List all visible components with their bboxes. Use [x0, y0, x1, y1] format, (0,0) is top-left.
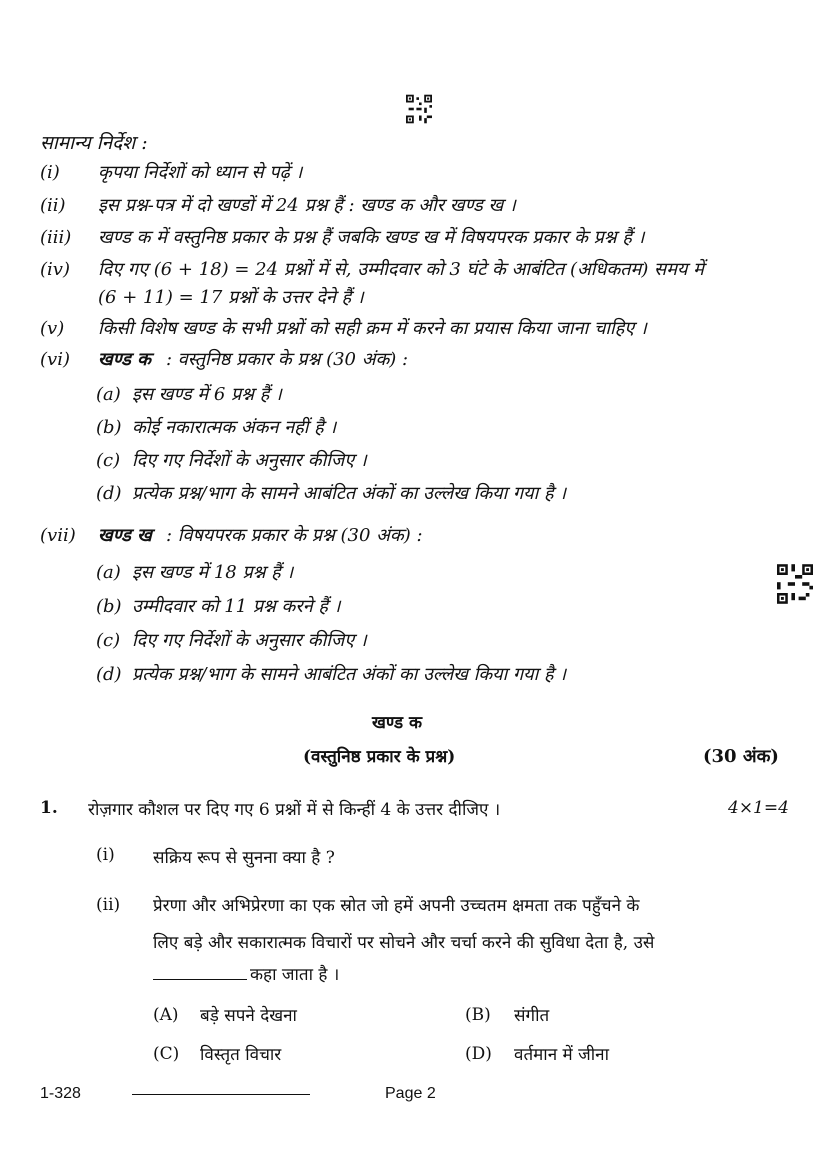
part-text: सक्रिय रूप से सुनना क्या है ?: [153, 848, 335, 868]
item-number: (vi): [40, 349, 70, 370]
item-text: दिए गए (6 + 18) = 24 प्रश्नों में से, उम्मीदवार को 3 घंटे के आबंटित (अधिकतम) समय में: [98, 259, 704, 280]
sub-item-number: (c): [96, 450, 121, 471]
item-number: (iii): [40, 227, 72, 248]
section-subtitle: (वस्तुनिष्ठ प्रकार के प्रश्न): [303, 747, 456, 767]
sub-item-number: (d): [96, 664, 122, 685]
qr-code-icon: [406, 94, 432, 124]
option-text: संगीत: [514, 1006, 550, 1026]
part-text-line: कहा जाता है ।: [250, 965, 340, 985]
item-text: इस प्रश्न-पत्र में दो खण्डों में 24 प्रश्न हैं : खण्ड क और खण्ड ख ।: [98, 195, 516, 216]
section-marks: (30 अंक): [703, 746, 779, 767]
answer-blank: [153, 979, 247, 980]
item-text: कृपया निर्देशों को ध्यान से पढ़ें ।: [98, 162, 303, 183]
item-text: किसी विशेष खण्ड के सभी प्रश्नों को सही क्रम में करने का प्रयास किया जाना चाहिए ।: [98, 318, 647, 339]
sub-item-text: दिए गए निर्देशों के अनुसार कीजिए ।: [132, 630, 367, 651]
question-text: रोज़गार कौशल पर दिए गए 6 प्रश्नों में से किन्हीं 4 के उत्तर दीजिए ।: [88, 800, 501, 820]
item-number: (iv): [40, 259, 70, 280]
sub-item-number: (a): [96, 562, 121, 583]
sub-item-text: उम्मीदवार को 11 प्रश्न करने हैं ।: [132, 596, 341, 617]
option-text: बड़े सपने देखना: [200, 1006, 297, 1026]
sub-item-text: दिए गए निर्देशों के अनुसार कीजिए ।: [132, 450, 367, 471]
item-text: खण्ड क में वस्तुनिष्ठ प्रकार के प्रश्न हैं जबकि खण्ड ख में विषयपरक प्रकार के प्रश्न हैं ।: [98, 227, 645, 248]
sub-item-number: (c): [96, 630, 121, 651]
item-number: (ii): [40, 195, 66, 216]
sub-item-number: (d): [96, 483, 122, 504]
sub-item-text: प्रत्येक प्रश्न/भाग के सामने आबंटित अंकों का उल्लेख किया गया है ।: [132, 664, 567, 685]
part-text-line: प्रेरणा और अभिप्रेरणा का एक स्रोत जो हमें अपनी उच्चतम क्षमता तक पहुँचने के: [153, 896, 640, 916]
sub-item-text: इस खण्ड में 6 प्रश्न हैं ।: [132, 384, 282, 405]
option-label: (B): [465, 1005, 491, 1025]
sub-item-number: (b): [96, 596, 122, 617]
section-lead: खण्ड ख: [98, 525, 152, 546]
item-text: : वस्तुनिष्ठ प्रकार के प्रश्न (30 अंक) :: [166, 349, 409, 370]
sub-item-text: कोई नकारात्मक अंकन नहीं है ।: [132, 417, 337, 438]
item-number: (v): [40, 318, 65, 339]
option-label: (C): [153, 1044, 180, 1064]
page-number: Page 2: [385, 1085, 436, 1102]
option-label: (A): [153, 1005, 179, 1025]
option-text: विस्तृत विचार: [200, 1045, 282, 1065]
item-number: (i): [40, 162, 60, 183]
item-text: (6 + 11) = 17 प्रश्नों के उत्तर देने हैं ।: [98, 287, 364, 308]
paper-code: 1-328: [40, 1085, 81, 1102]
sub-item-text: प्रत्येक प्रश्न/भाग के सामने आबंटित अंकों का उल्लेख किया गया है ।: [132, 483, 567, 504]
footer-rule: [132, 1094, 310, 1095]
item-number: (vii): [40, 525, 76, 546]
sub-item-number: (a): [96, 384, 121, 405]
question-number: 1.: [40, 798, 58, 818]
option-label: (D): [465, 1044, 492, 1064]
sub-item-text: इस खण्ड में 18 प्रश्न हैं ।: [132, 562, 294, 583]
question-marks: 4×1=4: [728, 798, 789, 818]
option-text: वर्तमान में जीना: [514, 1045, 609, 1065]
section-title: खण्ड क: [372, 713, 423, 733]
part-number: (ii): [96, 895, 121, 915]
sub-item-number: (b): [96, 417, 122, 438]
general-instructions-heading: सामान्य निर्देश :: [40, 132, 148, 154]
section-lead: खण्ड क: [98, 349, 151, 370]
part-text-line: लिए बड़े और सकारात्मक विचारों पर सोचने और चर्चा करने की सुविधा देता है, उसे: [153, 933, 655, 953]
part-number: (i): [96, 845, 115, 865]
item-text: : विषयपरक प्रकार के प्रश्न (30 अंक) :: [166, 525, 423, 546]
qr-code-icon: [777, 564, 813, 604]
